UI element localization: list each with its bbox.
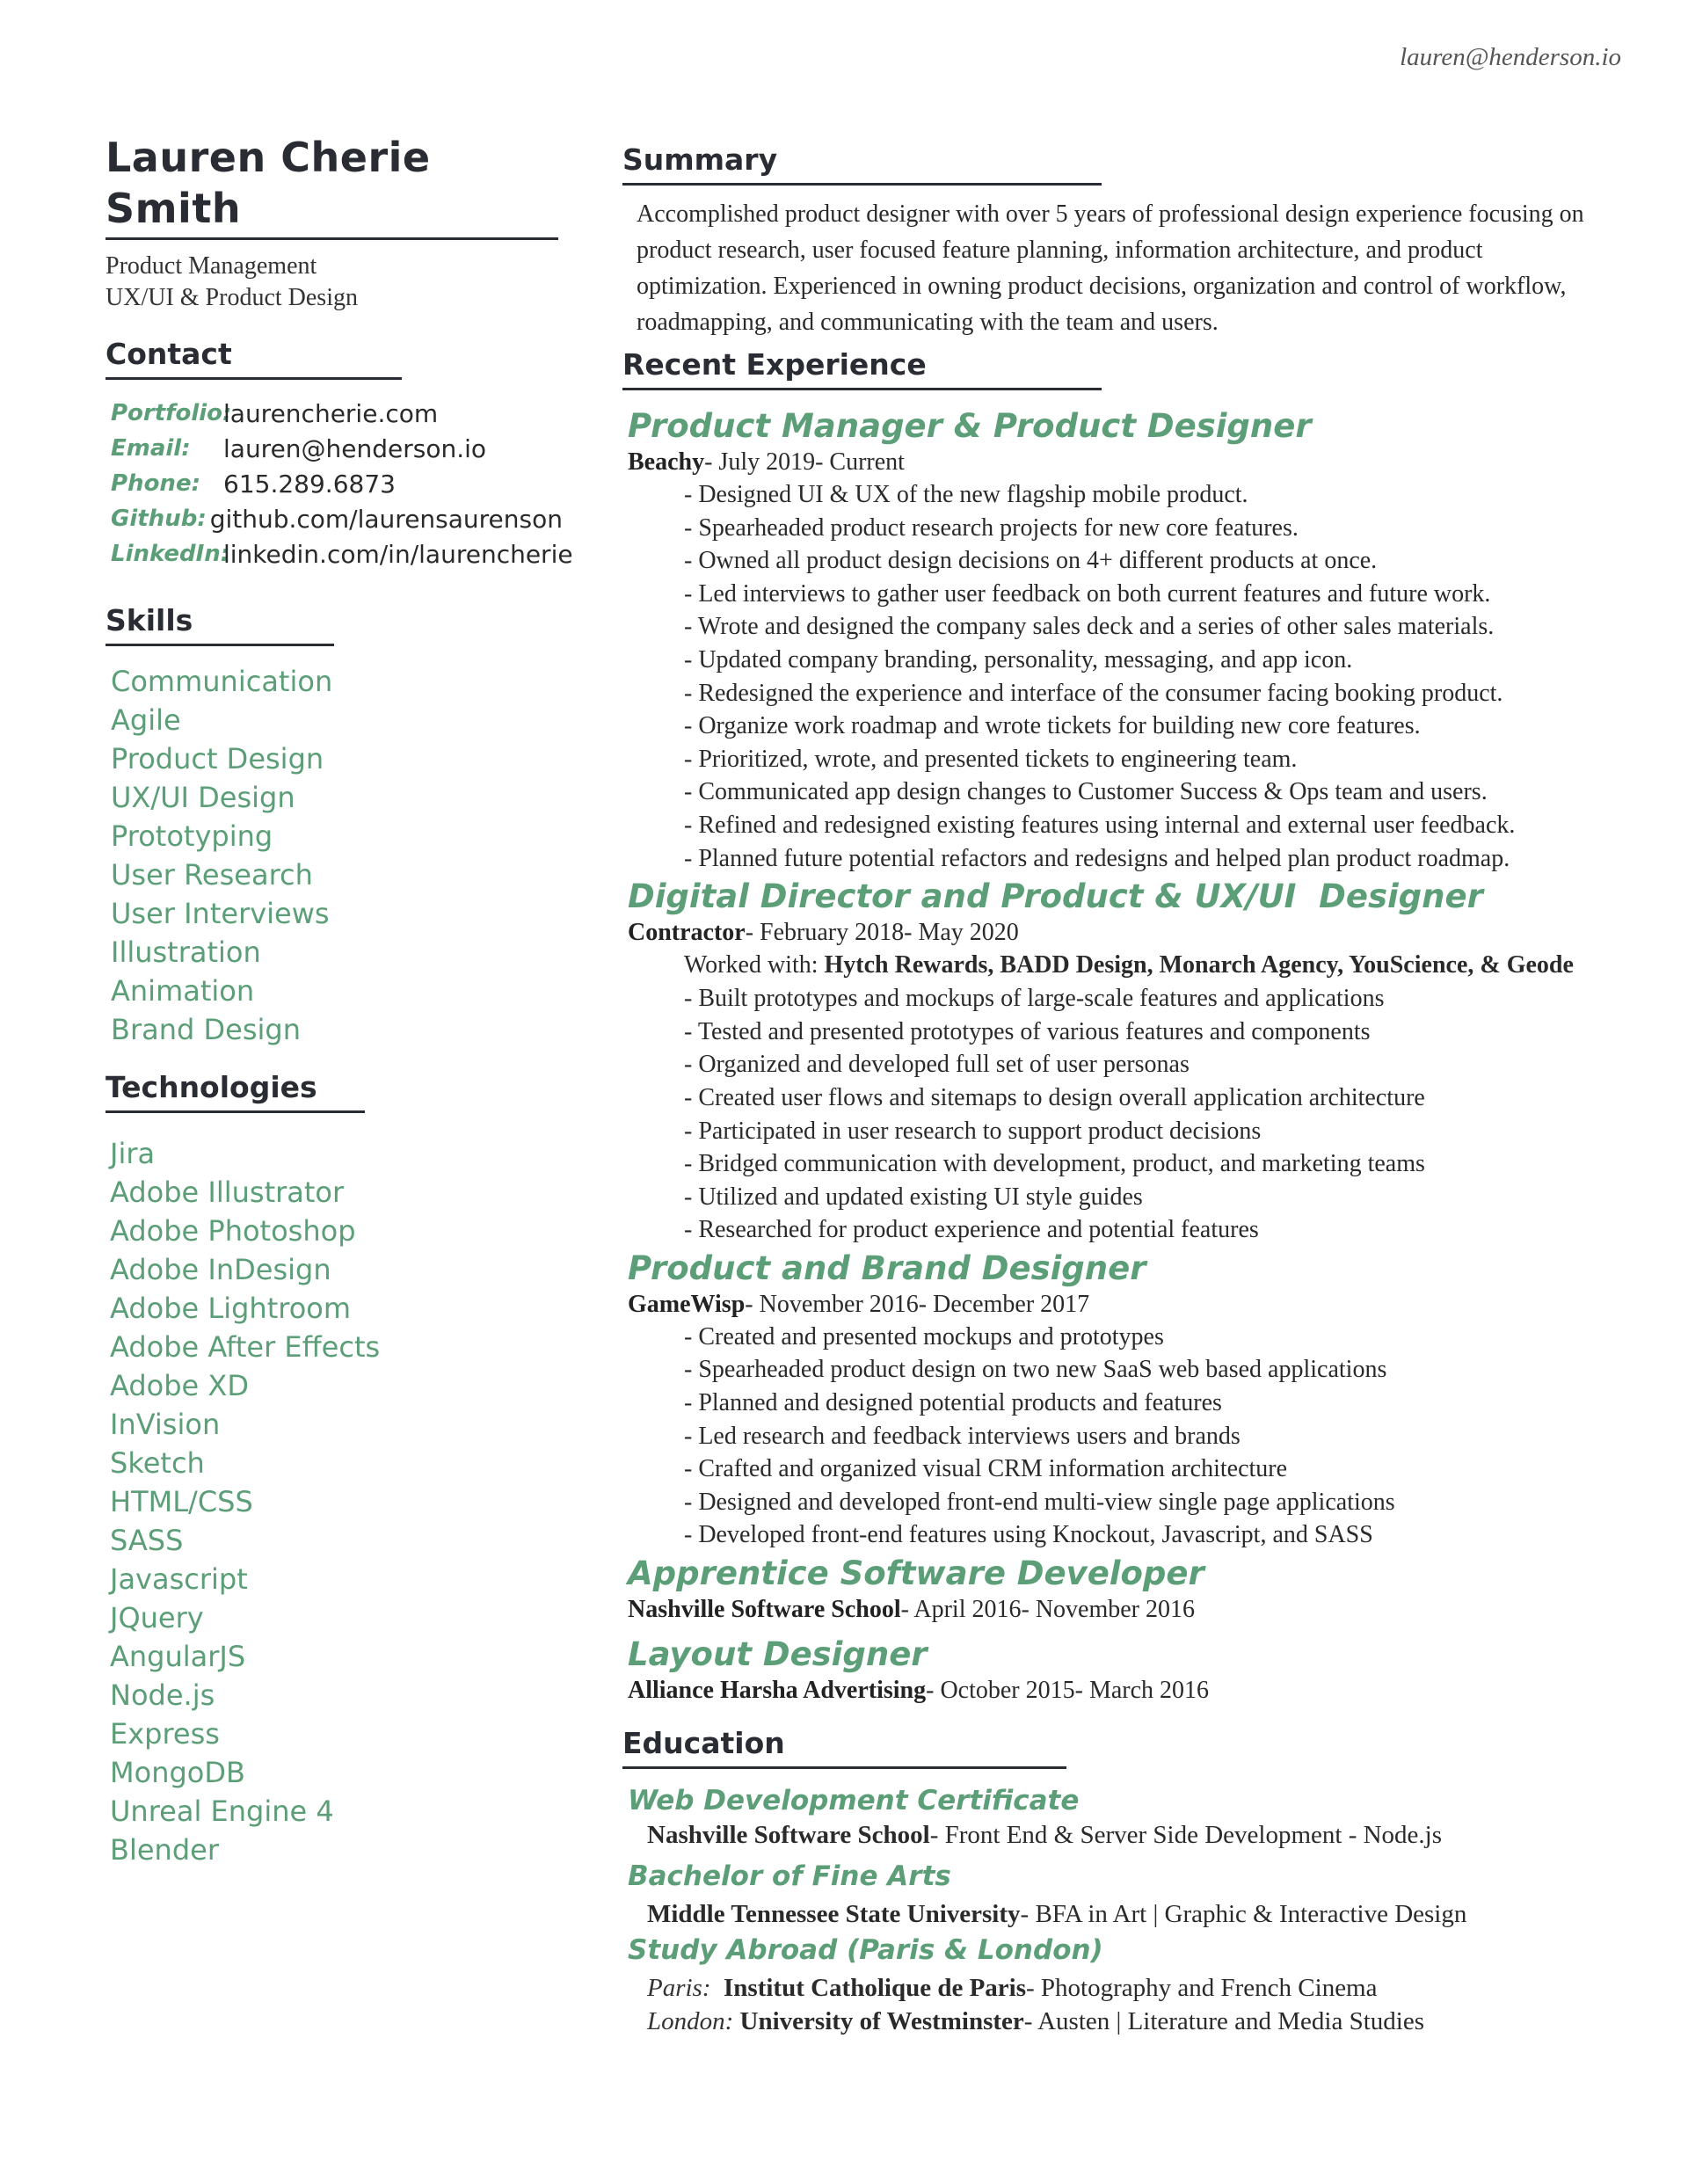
skill-item: Communication (111, 665, 333, 698)
education-prefix: Paris: (647, 1974, 711, 2003)
technology-item: Unreal Engine 4 (110, 1795, 334, 1828)
education-school: Nashville Software School (647, 1821, 930, 1850)
technology-item: Adobe Photoshop (110, 1214, 356, 1248)
education-detail: - BFA in Art | Graphic & Interactive Design (1020, 1900, 1467, 1929)
skill-item: Agile (111, 703, 181, 737)
technology-item: MongoDB (110, 1756, 245, 1789)
subtitle-2: UX/UI & Product Design (106, 284, 358, 311)
portfolio-link[interactable]: laurencherie.com (223, 398, 439, 428)
contact-row-phone (111, 466, 563, 501)
job-bullet: - Communicated app design changes to Customer Success & Ops team and users. (684, 778, 1488, 806)
technology-item: Node.js (110, 1678, 215, 1712)
skill-item: Product Design (111, 742, 324, 775)
technology-item: Adobe Illustrator (110, 1176, 345, 1209)
technology-item: HTML/CSS (110, 1485, 253, 1518)
skill-item: User Research (111, 858, 313, 892)
job-bullet: - Designed UI & UX of the new flagship mobile product. (684, 481, 1248, 508)
contact-row-portfolio (111, 396, 563, 431)
skill-item: Illustration (111, 935, 261, 969)
job-title: Product and Brand Designer (628, 1249, 1146, 1287)
job-bullet: - Organized and developed full set of user personas (684, 1051, 1190, 1079)
job-bullet: - Created and presented mockups and prototypes (684, 1322, 1164, 1350)
email-link[interactable]: lauren@henderson.io (223, 433, 487, 463)
education-school: Institut Catholique de Paris (724, 1974, 1027, 2003)
job-dates: - November 2016- December 2017 (745, 1290, 1090, 1318)
job-bullet: - Redesigned the experience and interface of the consumer facing booking product. (684, 679, 1503, 707)
worked-with-clients: Hytch Rewards, BADD Design, Monarch Agency, YouScience, & Geode (824, 951, 1574, 979)
technology-item: Blender (110, 1833, 219, 1867)
phone-value: 615.289.6873 (223, 469, 396, 499)
right-column (622, 141, 1633, 2038)
education-line (647, 1971, 1633, 2005)
education-title: Study Abroad (Paris & London) (628, 1934, 1103, 1967)
education-heading: Education (622, 1724, 1066, 1769)
job-bullet: - Spearheaded product design on two new SaaS web based applications (684, 1356, 1387, 1384)
contact-label: Phone: (111, 470, 200, 497)
contact-heading: Contact (106, 335, 402, 380)
job-company-line (628, 447, 1633, 478)
job-bullet: - Wrote and designed the company sales deck and a series of other sales materials. (684, 613, 1495, 641)
job-bullets (684, 1321, 1633, 1552)
job-bullet: - Designed and developed front-end multi-view single page applications (684, 1488, 1395, 1516)
job-bullet: - Crafted and organized visual CRM information architecture (684, 1455, 1288, 1483)
education-detail: - Austen | Literature and Media Studies (1023, 2007, 1424, 2036)
job-company-line (628, 1289, 1633, 1321)
job-entry (622, 406, 1633, 875)
contact-row-email (111, 431, 563, 466)
job-bullet: - Owned all product design decisions on 4+ different products at once. (684, 547, 1378, 575)
education-title: Web Development Certificate (628, 1785, 1080, 1817)
job-entry (622, 1634, 1633, 1707)
education-detail: - Photography and French Cinema (1026, 1974, 1378, 2003)
job-title: Layout Designer (628, 1635, 928, 1674)
technology-item: Adobe Lightroom (110, 1292, 352, 1325)
job-company: GameWisp (628, 1290, 746, 1318)
header-email[interactable]: lauren@henderson.io (1400, 43, 1621, 71)
skills-heading: Skills (106, 601, 334, 646)
experience-heading: Recent Experience (622, 346, 1102, 390)
person-name: Lauren Cherie Smith (106, 132, 558, 240)
technology-item: SASS (110, 1524, 184, 1557)
job-bullet: - Led research and feedback interviews users and brands (684, 1422, 1241, 1450)
technology-item: Adobe InDesign (110, 1253, 331, 1286)
skill-item: UX/UI Design (111, 781, 295, 814)
job-dates: - February 2018- May 2020 (745, 919, 1019, 947)
contact-list (111, 396, 573, 571)
linkedin-link[interactable]: linkedin.com/in/laurencherie (223, 539, 573, 569)
education-entry (622, 1859, 1633, 1931)
worked-with-label: Worked with: (684, 951, 825, 979)
skill-item: Brand Design (111, 1013, 301, 1046)
job-bullet: - Prioritized, wrote, and presented tickets to engineering team. (684, 745, 1298, 773)
technology-item: Express (110, 1717, 220, 1751)
skills-list (111, 662, 563, 1049)
subtitles (106, 251, 563, 314)
technology-item: JQuery (110, 1601, 204, 1634)
job-bullet: - Updated company branding, personality, messaging, and app icon. (684, 645, 1353, 673)
job-bullet: - Developed front-end features using Knockout, Javascript, and SASS (684, 1521, 1373, 1549)
technology-item: Sketch (110, 1446, 205, 1480)
education-prefix: London: (647, 2007, 734, 2036)
job-bullet: - Tested and presented prototypes of various features and components (684, 1017, 1371, 1045)
summary-heading: Summary (622, 141, 1102, 186)
education-line (647, 2005, 1633, 2038)
job-bullet: - Organize work roadmap and wrote tickets for building new core features. (684, 712, 1421, 740)
job-company: Contractor (628, 919, 746, 947)
contact-row-linkedin (111, 536, 573, 571)
contact-label: LinkedIn: (111, 541, 230, 567)
job-dates: - April 2016- November 2016 (900, 1596, 1195, 1624)
job-company: Alliance Harsha Advertising (628, 1677, 927, 1705)
job-title: Product Manager & Product Designer (628, 407, 1312, 445)
technologies-list (110, 1134, 563, 1869)
skill-item: User Interviews (111, 897, 330, 930)
job-bullet: - Planned future potential refactors and redesigns and helped plan product roadmap. (684, 844, 1510, 872)
worked-with-line (684, 949, 1633, 982)
education-entry (622, 1783, 1633, 1852)
technology-item: Javascript (110, 1562, 248, 1596)
technology-item: AngularJS (110, 1640, 246, 1673)
job-bullet: - Planned and designed potential products and features (684, 1389, 1222, 1417)
job-bullet: - Participated in user research to support product decisions (684, 1117, 1262, 1145)
job-company: Nashville Software School (628, 1596, 901, 1624)
job-dates: - October 2015- March 2016 (926, 1677, 1210, 1705)
technology-item: Adobe After Effects (110, 1330, 381, 1364)
job-company-line (628, 917, 1633, 949)
job-bullet: - Utilized and updated existing UI style guides (684, 1183, 1143, 1211)
technology-item: InVision (110, 1408, 221, 1441)
job-title: Digital Director and Product & UX/UI Designer (628, 877, 1483, 916)
job-bullet: - Built prototypes and mockups of large-scale features and applications (684, 985, 1385, 1013)
summary-text: Accomplished product designer with over 5 years of professional design experience focusing on product research, user focused feature planning, information architecture, and product optimization. Experienced in owning product decisions, organization and control of workflow, roadmapping, and communicating with the team and users. (637, 200, 1584, 336)
education-detail: - Front End & Server Side Development - Node.js (929, 1821, 1443, 1850)
job-company-line (628, 1594, 1633, 1626)
job-bullet: - Created user flows and sitemaps to design overall application architecture (684, 1083, 1425, 1111)
github-link[interactable]: github.com/laurensaurenson (209, 504, 563, 534)
job-entry (622, 1554, 1633, 1626)
job-dates: - July 2019- Current (704, 448, 905, 476)
technologies-heading: Technologies (106, 1068, 365, 1113)
job-company: Beachy (628, 448, 705, 476)
education-school: University of Westminster (739, 2007, 1024, 2036)
contact-label: Github: (111, 506, 207, 532)
job-entry (622, 877, 1633, 1247)
skill-item: Prototyping (111, 819, 273, 853)
job-bullet: - Spearheaded product research projects for new core features. (684, 513, 1299, 542)
technology-item: Jira (110, 1137, 156, 1170)
job-company-line (628, 1675, 1633, 1707)
contact-row-github (111, 501, 563, 536)
education-entry (622, 1933, 1633, 2038)
job-bullet: - Led interviews to gather user feedback on both current features and future work. (684, 579, 1491, 608)
education-title: Bachelor of Fine Arts (628, 1860, 951, 1893)
subtitle-1: Product Management (106, 252, 317, 280)
job-bullet: - Researched for product experience and potential features (684, 1216, 1259, 1244)
job-entry (622, 1249, 1633, 1552)
job-bullets (684, 982, 1633, 1247)
job-bullet: - Bridged communication with development, product, and marketing teams (684, 1150, 1425, 1178)
education-school: Middle Tennessee State University (647, 1900, 1021, 1929)
job-bullet: - Refined and redesigned existing features using internal and external user feedback. (684, 811, 1516, 839)
education-line (647, 1818, 1633, 1852)
education-line (647, 1897, 1633, 1931)
left-column (106, 132, 573, 1869)
skill-item: Animation (111, 974, 255, 1008)
contact-label: Email: (111, 435, 191, 462)
job-bullets (684, 478, 1633, 875)
job-title: Apprentice Software Developer (628, 1554, 1204, 1593)
contact-label: Portfolio: (111, 400, 232, 426)
technology-item: Adobe XD (110, 1369, 249, 1402)
